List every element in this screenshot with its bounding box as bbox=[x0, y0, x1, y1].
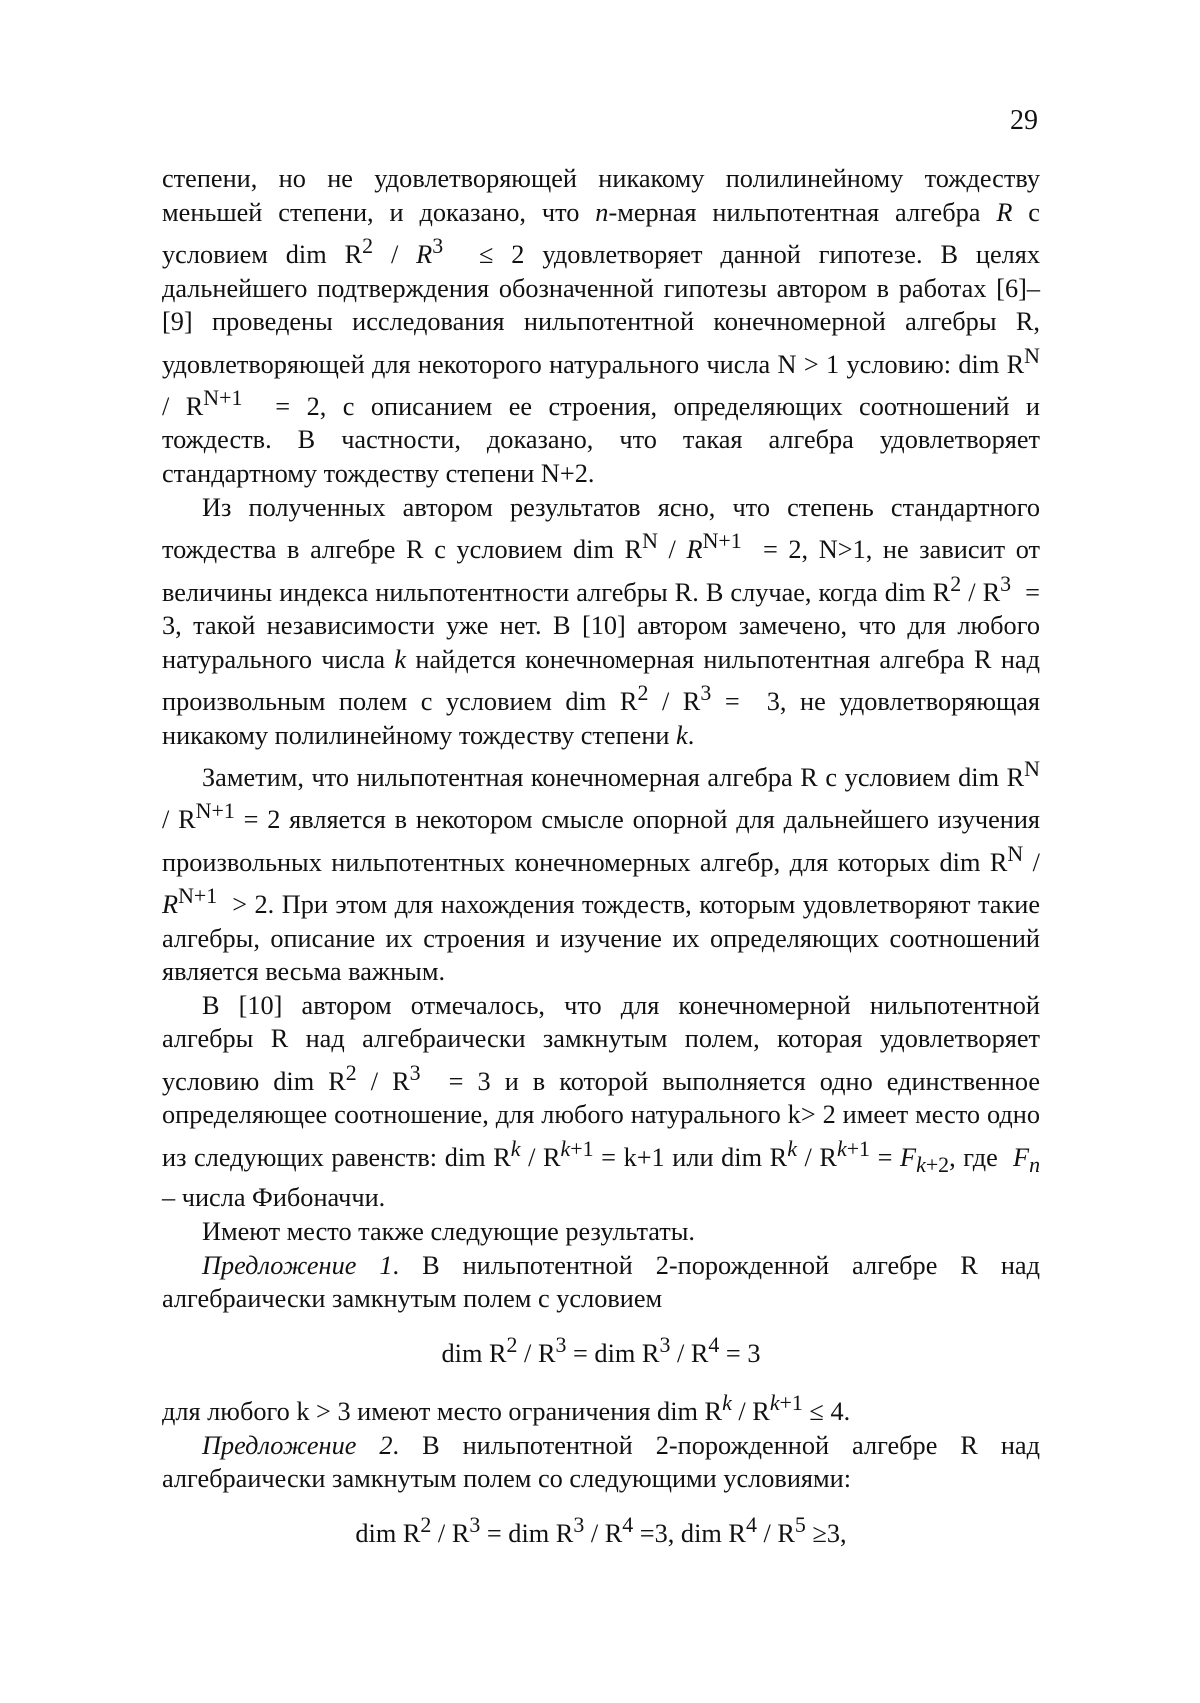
paragraph-5: Имеют место также следующие результаты. bbox=[202, 1217, 695, 1247]
page-number: 29 bbox=[1010, 105, 1038, 136]
paragraph-2: Из полученных автором результатов ясно, что степень стандартного тождества в алгебре R с условием dim $R^N / R^{N+1} = 2$, N>1, не зависит от величины индекса нильпотентности алгебры R. В случае, когда dim $R^2 / R^3 = 3$, такой независимости уже нет. В [10] автором замечено, что для любого натурального числа k найдется конечномерная нильпотентная алгебра R над произвольным полем с условием dim $R^2 / R^3 = 3$, не удовлетворяющая никакому полилинейному тождеству степени k. bbox=[162, 492, 1041, 750]
text-body bbox=[162, 162, 1040, 1566]
paragraph-4: В [10] автором отмечалось, что для конечномерной нильпотентной алгебры R над алгебраически замкнутым полем, которая удовлетворяет условию dim $R^2 / R^3 = 3$ и в которой выполняется одно единственное определяющее соотношение, для любого натурального k> 2 имеет место одно из следующих равенств: dim $R^k / R^{k+1} = k+1$ или dim $R^k / R^{k+1} = F_{k+2}$, где $F_n$ – числа Фибоначчи. bbox=[162, 990, 1041, 1213]
proposition-1: Предложение 1. В нильпотентной 2-порожденной алгебре R над алгебраически замкнутым полем с условием bbox=[162, 1250, 1040, 1314]
paragraph-3: Заметим, что нильпотентная конечномерная алгебра R с условием dim $R^N / R^{N+1} = 2$ является в некотором смысле опорной для дальнейшего изучения произвольных нильпотентных конечномерных алгебр, для которых dim $R^N / R^{N+1} > 2$. При этом для нахождения тождеств, которым удовлетворяют такие алгебры, описание их строения и изучение их определяющих соотношений является весьма важным. bbox=[162, 756, 1041, 987]
formula-2: dim $R^2 / R^3$ = dim $R^3 / R^4 =3$, dim $R^4 / R^5 \ge 3$, bbox=[355, 1511, 847, 1548]
paragraph-after-formula-1: для любого k > 3 имеют место ограничения dim $R^k / R^{k+1} \le 4$. bbox=[162, 1390, 851, 1426]
proposition-2: Предложение 2. В нильпотентной 2-порожденной алгебре R над алгебраически замкнутым полем со следующими условиями: bbox=[162, 1430, 1040, 1494]
paragraph-1: степени, но не удовлетворяющей никакому полилинейному тождеству меньшей степени, и доказано, что n-мерная нильпотентная алгебра R с условием dim $R^2 / R^3 \le 2$ удовлетворяет данной гипотезе. В целях дальнейшего подтверждения обозначенной гипотезы автором в работах [6]–[9] проведены исследования нильпотентной конечномерной алгебры R, удовлетворяющей для некоторого натурального числа N > 1 условию: dim $R^N / R^{N+1} = 2$, с описанием ее строения, определяющих соотношений и тождеств. В частности, доказано, что такая алгебра удовлетворяет стандартному тождеству степени N+2. bbox=[162, 164, 1041, 489]
formula-1: dim $R^2 / R^3$ = dim $R^3 / R^4 = 3$ bbox=[441, 1331, 761, 1368]
